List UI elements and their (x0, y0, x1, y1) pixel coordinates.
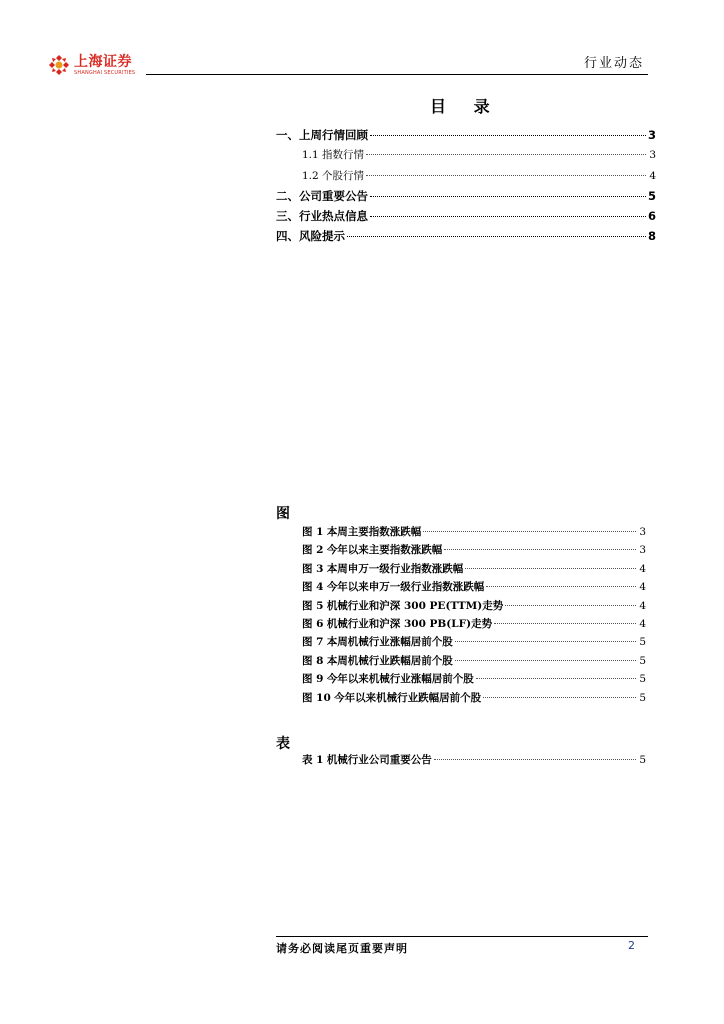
figure-page: 3 (639, 544, 646, 557)
dot-leader (483, 696, 636, 698)
dot-leader (423, 530, 636, 532)
shanghai-securities-logo-icon (48, 54, 70, 76)
figure-entry[interactable] (302, 670, 646, 688)
toc-entry-page: 5 (647, 188, 656, 203)
figure-title: 机械行业和沪深 300 PB(LF)走势 (326, 617, 493, 630)
disclaimer-notice: 请务必阅读尾页重要声明 (276, 942, 408, 955)
figure-number: 图 5 (302, 599, 324, 612)
toc-entry[interactable] (276, 186, 656, 206)
figure-entry[interactable] (302, 541, 646, 559)
figure-page: 5 (639, 691, 646, 704)
table-title: 机械行业公司重要公告 (326, 754, 432, 766)
toc-entry-label: 1.1 指数行情 (302, 149, 365, 162)
toc-entry-label: 一、上周行情回顾 (276, 128, 368, 142)
figure-entry[interactable] (302, 689, 646, 707)
figure-page: 4 (639, 599, 646, 612)
figure-number: 图 1 (302, 526, 324, 538)
figure-number: 图 4 (302, 581, 324, 594)
figure-entry[interactable] (302, 615, 646, 633)
toc-entry[interactable] (276, 206, 656, 226)
dot-leader (366, 153, 646, 155)
table-of-contents (276, 125, 656, 247)
dot-leader (434, 758, 636, 760)
figure-title: 今年以来申万一级行业指数涨跌幅 (326, 581, 485, 594)
toc-entry[interactable] (276, 125, 656, 145)
figure-title: 今年以来主要指数涨跌幅 (326, 544, 443, 557)
table-page: 5 (639, 754, 646, 766)
figure-list-heading: 图 (276, 506, 290, 522)
figure-page: 4 (639, 617, 646, 630)
dot-leader (347, 235, 646, 237)
dot-leader (494, 622, 636, 624)
page-number: 2 (628, 939, 635, 952)
figure-page: 5 (639, 654, 646, 667)
figure-page: 5 (639, 673, 646, 686)
figure-title: 本周申万一级行业指数涨跌幅 (326, 562, 464, 575)
table-list (302, 751, 646, 769)
dot-leader (366, 174, 646, 176)
toc-entry-page: 8 (647, 229, 656, 244)
dot-leader (444, 548, 636, 550)
company-logo (48, 54, 135, 76)
figure-page: 3 (639, 526, 646, 538)
toc-entry[interactable] (276, 145, 656, 165)
toc-entry-label: 二、公司重要公告 (276, 188, 368, 203)
dot-leader (505, 604, 636, 606)
figure-title: 今年以来机械行业跌幅居前个股 (334, 691, 482, 704)
figure-number: 图 7 (302, 636, 324, 649)
dot-leader (370, 195, 646, 197)
figure-number: 图 10 (302, 691, 331, 704)
toc-entry-page: 3 (647, 128, 656, 142)
dot-leader (370, 134, 646, 136)
figure-number: 图 6 (302, 617, 324, 630)
figure-entry[interactable] (302, 560, 646, 578)
figure-number: 图 9 (302, 673, 324, 686)
figure-entry[interactable] (302, 597, 646, 615)
table-number: 表 1 (302, 754, 324, 766)
toc-entry-label: 1.2 个股行情 (302, 169, 365, 182)
table-list-heading: 表 (276, 736, 290, 752)
figure-number: 图 2 (302, 544, 324, 557)
figure-title: 本周主要指数涨跌幅 (326, 526, 422, 538)
figure-entry[interactable] (302, 652, 646, 670)
figure-entry[interactable] (302, 523, 646, 541)
dot-leader (486, 585, 636, 587)
toc-title: 目 录 (430, 97, 492, 116)
page-header (48, 50, 648, 80)
footer-divider (276, 936, 648, 937)
dot-leader (455, 640, 636, 642)
logo-chinese-name: 上海证券 (74, 53, 132, 70)
figure-page: 4 (639, 562, 646, 575)
toc-entry-label: 四、风险提示 (276, 229, 345, 244)
figure-entry[interactable] (302, 633, 646, 651)
dot-leader (476, 677, 636, 679)
dot-leader (370, 215, 646, 217)
report-type: 行业动态 (583, 56, 644, 71)
toc-entry[interactable] (276, 226, 656, 246)
toc-entry-label: 三、行业热点信息 (276, 209, 368, 224)
logo-english-name: SHANGHAI SECURITIES (74, 69, 136, 76)
dot-leader (465, 567, 636, 569)
figure-number: 图 8 (302, 654, 324, 667)
figure-title: 今年以来机械行业涨幅居前个股 (326, 673, 474, 686)
dot-leader (455, 659, 636, 661)
toc-entry-page: 4 (649, 169, 656, 182)
toc-entry[interactable] (276, 166, 656, 186)
figure-list (302, 523, 646, 707)
figure-title: 本周机械行业涨幅居前个股 (326, 636, 453, 649)
header-divider (146, 74, 648, 75)
toc-entry-page: 6 (647, 209, 656, 224)
figure-page: 5 (639, 636, 646, 649)
figure-page: 4 (639, 581, 646, 594)
figure-entry[interactable] (302, 578, 646, 596)
table-entry[interactable] (302, 751, 646, 769)
figure-title: 本周机械行业跌幅居前个股 (326, 654, 453, 667)
figure-title: 机械行业和沪深 300 PE(TTM)走势 (326, 599, 504, 612)
toc-entry-page: 3 (649, 149, 656, 162)
figure-number: 图 3 (302, 562, 324, 575)
